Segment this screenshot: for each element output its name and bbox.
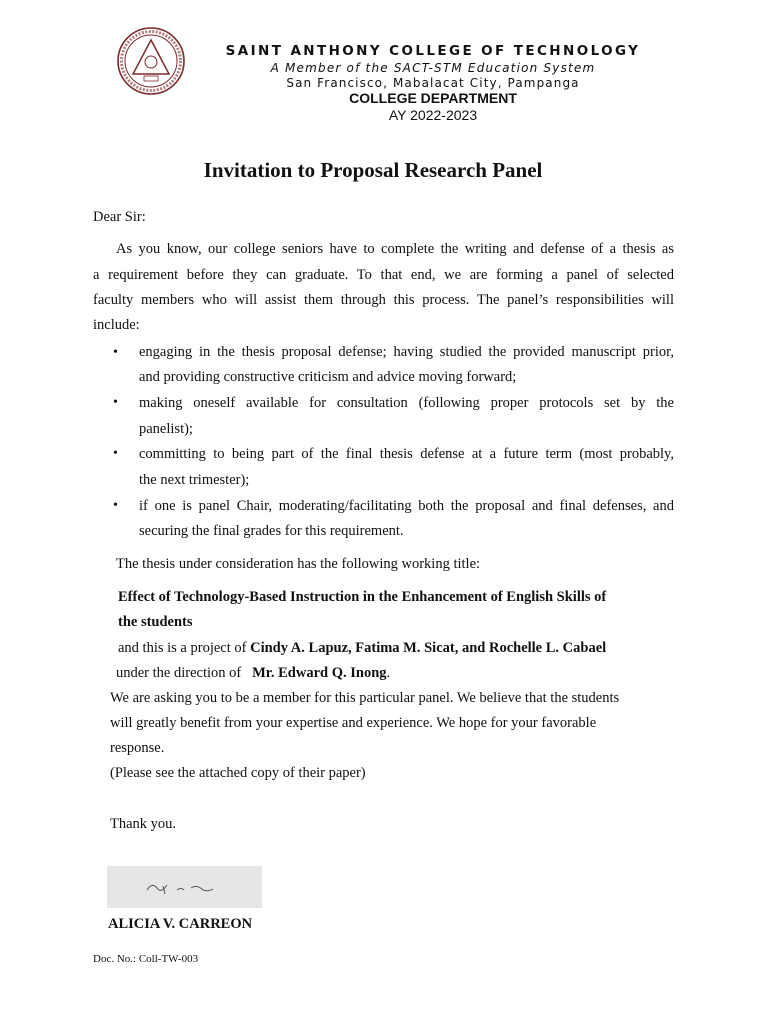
project-prefix: and this is a project of bbox=[118, 640, 247, 656]
list-item-line: securing the final grades for this requirement. bbox=[139, 523, 404, 539]
signature-image bbox=[107, 866, 262, 908]
list-item-line: panelist); bbox=[139, 421, 193, 437]
signature-scribble-icon bbox=[107, 866, 262, 908]
intro-line: include: bbox=[93, 317, 140, 333]
request-line: (Please see the attached copy of their paper) bbox=[110, 765, 366, 781]
school-address: San Francisco, Mabalacat City, Pampanga bbox=[286, 76, 580, 90]
bullet-icon: • bbox=[113, 498, 118, 513]
college-seal-icon bbox=[116, 26, 186, 96]
list-item-line: making oneself available for consultation (following proper protocols set by the bbox=[139, 395, 674, 411]
list-item-line: the next trimester); bbox=[139, 472, 250, 488]
academic-year: AY 2022-2023 bbox=[388, 107, 478, 123]
thesis-title-line: Effect of Technology-Based Instruction in the Enhancement of English Skills of bbox=[118, 589, 607, 605]
signatory-name: ALICIA V. CARREON bbox=[108, 916, 253, 932]
doc-number: Doc. No.: Coll-TW-003 bbox=[93, 953, 199, 965]
salutation: Dear Sir: bbox=[93, 209, 146, 225]
letter-title: Invitation to Proposal Research Panel bbox=[203, 158, 543, 182]
request-line: response. bbox=[110, 740, 165, 756]
adviser-name: Mr. Edward Q. Inong bbox=[252, 665, 387, 681]
intro-line: faculty members who will assist them through this process. The panel’s responsibilities will bbox=[93, 292, 674, 308]
school-name: SAINT ANTHONY COLLEGE OF TECHNOLOGY bbox=[225, 43, 641, 59]
student-names: Cindy A. Lapuz, Fatima M. Sicat, and Rochelle L. Cabael bbox=[250, 640, 607, 656]
working-title-intro: The thesis under consideration has the following working title: bbox=[116, 556, 481, 572]
intro-line: a requirement before they can graduate. To that end, we are forming a panel of selected bbox=[93, 267, 674, 283]
bullet-icon: • bbox=[113, 446, 118, 461]
department: COLLEGE DEPARTMENT bbox=[349, 90, 517, 106]
list-item-line: and providing constructive criticism and advice moving forward; bbox=[139, 369, 517, 385]
bullet-icon: • bbox=[113, 345, 118, 360]
intro-line: As you know, our college seniors have to complete the writing and defense of a thesis as bbox=[116, 241, 674, 257]
direction-prefix: under the direction of bbox=[116, 665, 242, 681]
list-item-line: committing to being part of the final thesis defense at a future term (most probably, bbox=[139, 446, 674, 462]
member-line: A Member of the SACT-STM Education System bbox=[270, 61, 596, 75]
bullet-icon: • bbox=[113, 395, 118, 410]
closing: Thank you. bbox=[110, 816, 177, 832]
list-item-line: engaging in the thesis proposal defense; having studied the provided manuscript prior, bbox=[139, 344, 674, 360]
thesis-title-line: the students bbox=[118, 614, 193, 630]
list-item-line: if one is panel Chair, moderating/facilitating both the proposal and final defenses, and bbox=[139, 498, 674, 514]
direction-line bbox=[116, 666, 390, 681]
request-line: will greatly benefit from your expertise and experience. We hope for your favorable bbox=[110, 715, 597, 731]
adviser-suffix: . bbox=[386, 665, 391, 681]
project-line bbox=[118, 641, 606, 656]
request-line: We are asking you to be a member for this particular panel. We believe that the students bbox=[110, 690, 620, 706]
